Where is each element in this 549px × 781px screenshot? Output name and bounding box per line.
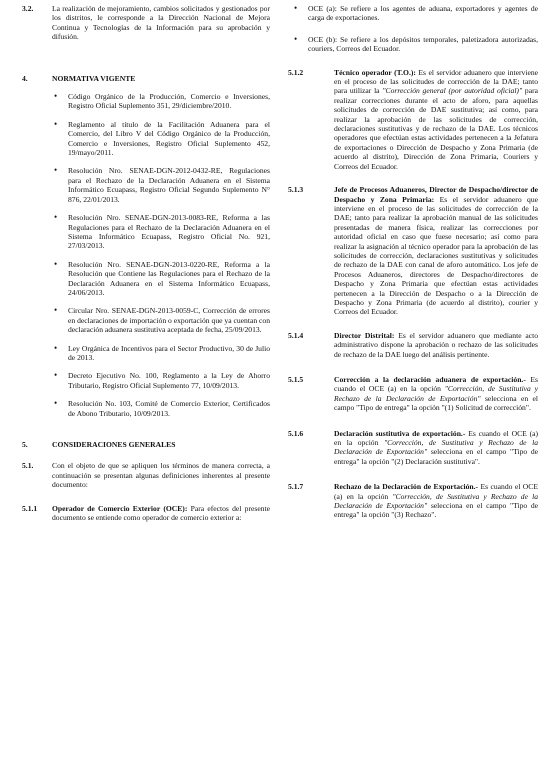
section-5-1-1 [16,504,270,523]
definition-text: Es el servidor aduanero que interviene en el proceso de las solicitudes de corrección de la DAE; tanto para utilizar la [334,67,538,96]
definition-term: Jefe de Procesos Aduaneros, Director de Despacho/director de Despacho y Zona Primaria: [334,185,538,204]
section-number: 5.1.5 [288,375,304,384]
section-5-1-5 [286,375,538,413]
definition-term: Operador de Comercio Exterior (OCE): [52,503,188,513]
normativa-item [16,399,270,418]
oce-item [286,4,538,23]
definition-text: Es cuando el OCE (a) en la opción [334,428,539,448]
bullet-icon: • [294,33,298,44]
definition-term: Técnico operador (T.O.): [334,67,416,77]
section-number: 5. [22,440,28,449]
normativa-item [16,92,270,111]
bullet-icon: • [54,118,58,129]
definition-text: selecciona en el campo "Tipo de entrega" la opción "(1) Solicitud de corrección". [334,393,538,413]
normativa-item [16,260,270,298]
section-text: Con el objeto de que se apliquen los términos de manera correcta, a continuación se presentan algunas definiciones inherentes al presente documento: [52,461,270,490]
section-title: NORMATIVA VIGENTE [52,73,136,83]
oce-text: OCE (b): Se refiere a los depósitos temporales, paletizadora autorizadas, couriers, Correos del Ecuador. [308,34,538,54]
section-title: CONSIDERACIONES GENERALES [52,440,176,449]
normativa-text: Reglamento al título de la Facilitación Aduanera para el Comercio, del Libro V del Código Orgánico de la Producción, Comercio e Inversiones, Registro Oficial Suplemento 452, 19/mayo/2011. [68,119,270,158]
normativa-text: Circular Nro. SENAE-DGN-2013-0059-C, Corrección de errores en declaraciones de importación o exportación que ya cuentan con declaración aduanera sustitutiva aceptada de fecha, 25/09/2013. [68,306,270,335]
bullet-icon: • [54,91,58,102]
normativa-text: Resolución Nro. SENAE-DGN-2013-0220-RE, Reforma a la Resolución que Contiene las Regulaciones para el Rechazo de la Declaración Aduanera en el Sistema Informático Ecuapass, 24/06/2013. [68,259,270,297]
section-4-heading [16,74,270,83]
normativa-text: Resolución No. 103, Comité de Comercio Exterior, Certificados de Abono Tributario, 10/09/2013. [68,399,270,418]
bullet-icon: • [54,165,58,176]
section-number: 5.1.4 [288,330,304,340]
definition-italic: "Corrección general (por autoridad oficial)" [382,86,523,96]
definition-text: Es el servidor aduanero que interviene en el proceso de las solicitudes de corrección de la DAE; tanto para realizar la aprobación manual de las solicitudes presentadas de manera física, realizar las correcciones por autoridad oficial en caso que fuese necesario; así como para realizar la asignación al técnico operador para la aprobación de las solicitudes de corrección, declaraciones sustitutivas y solicitudes de rechazo de la DAE con canal de aforo automático. Los jefe de Procesos Aduaneros, directores de Despacho/directores de Despacho y Zona Primaria que efectúan estas actividades pertenecen a la Dirección de Despacho o a la Dirección de Despacho y Zona Primaria (de acuerdo al distrito), courier y Correos del Ecuador. [334,194,538,317]
definition-text: selecciona en el campo "Tipo de entrega" la opción "(2) Declaración sustitutiva". [334,447,538,466]
bullet-icon: • [54,370,58,381]
definition-term: Corrección a la declaración aduanera de exportación.- [334,375,526,384]
definition-term: Director Distrital: [334,330,395,340]
normativa-item [16,306,270,334]
section-number: 5.1.1 [22,503,38,513]
right-column [286,0,538,520]
section-number: 5.1.2 [288,67,304,77]
section-number: 5.1.7 [288,482,304,492]
oce-text: OCE (a): Se refiere a los agentes de aduana, exportadores y agentes de carga de exportaciones. [308,4,538,23]
bullet-icon: • [54,258,58,269]
normativa-list [16,92,270,418]
definition-italic: "Corrección, de Sustitutiva y Rechazo de la Declaración de Exportación" [334,491,538,511]
definition-text: Es cuando el OCE (a) en la opción [334,375,538,394]
oce-list [286,4,538,54]
normativa-text: Código Orgánico de la Producción, Comercio e Inversiones, Registro Oficial Suplemento 351, 29/diciembre/2010. [68,92,270,111]
normativa-item [16,213,270,251]
definition-term: Declaración sustitutiva de exportación.- [334,428,466,438]
normativa-item [16,344,270,363]
bullet-icon: • [294,3,298,13]
section-number: 5.1.6 [288,428,304,438]
section-number: 5.1.3 [288,185,304,195]
normativa-text: Decreto Ejecutivo No. 100, Reglamento a la Ley de Ahorro Tributario, Registro Oficial Suplemento 77, 10/09/2013. [68,371,270,390]
section-number: 5.1. [22,461,34,471]
definition-text: selecciona en el campo "Tipo de entrega" la opción "(3) Rechazo". [334,501,538,520]
definition-term: Rechazo de la Declaración de Exportación.- [334,482,479,492]
section-5-heading [16,440,270,449]
section-5-1-4 [286,331,538,359]
normativa-text: Ley Orgánica de Incentivos para el Sector Productivo, 30 de Julio de 2013. [68,343,270,362]
normativa-item [16,120,270,158]
definition-text: para realizar correcciones durante el acto de aforo, para aquellas solicitudes de corrección de DAE sustitutiva; así como, para realizar la aprobación de las solicitudes de corrección, declaraciones sustitutivas y de rechazo de la DAE. Los técnicos operadores que efectúan estas actividades pertenecen a la Jefatura de exportaciones o Dirección de Despacho y Zona Primaria (de acuerdo al distrito), Dirección de Zona Primaria, Couriers y Correos del Ecuador. [334,86,538,171]
definition-text: Es el servidor aduanero que mediante acto administrativo dispone la aprobación o rechazo de las solicitudes de rechazo de la DAE luego del análisis pertinente. [334,330,538,359]
section-5-1-7 [286,482,538,520]
bullet-icon: • [54,305,58,316]
definition-text: Es cuando el OCE (a) en la opción [334,482,538,501]
normativa-text: Resolución Nro. SENAE-DGN-2012-0432-RE, Regulaciones para el Rechazo de la Declaración Aduanera en el Sistema Informático Ecuapass, Registro Oficial Segundo Suplemento N° 876, 22/01/2013. [68,166,270,204]
bullet-icon: • [54,212,58,223]
oce-item [286,35,538,54]
bullet-icon: • [54,342,58,353]
section-5-1 [16,461,270,489]
normativa-item [16,166,270,204]
definition-italic: "Corrección, de Sustitutiva y Rechazo de la Declaración de Exportación" [334,384,538,403]
section-5-1-6 [286,429,538,467]
section-5-1-3 [286,185,538,317]
bullet-icon: • [54,398,58,409]
definition-text: Para efectos del presente documento se entiende como operador de comercio exterior a: [52,503,270,523]
definition-italic: "Corrección, de Sustitutiva y Rechazo de la Declaración de Exportación" [334,438,538,457]
left-column [16,0,270,522]
normativa-text: Resolución Nro. SENAE-DGN-2013-0083-RE, Reforma a las Regulaciones para el Rechazo de la Declaración Aduanera en el Sistema Informático Ecuapass, Registro Oficial No. 921, 27/03/2013. [68,213,270,251]
section-number: 3.2. [22,4,34,13]
normativa-item [16,371,270,390]
section-3-2 [16,4,270,42]
section-5-1-2 [286,68,538,171]
section-number: 4. [22,73,28,83]
section-text: La realización de mejoramiento, cambios solicitados y gestionados por los distritos, le corresponde a la Dirección Nacional de Mejora Continua y Tecnologías de la Información para su aprobación y difusión. [52,4,270,42]
